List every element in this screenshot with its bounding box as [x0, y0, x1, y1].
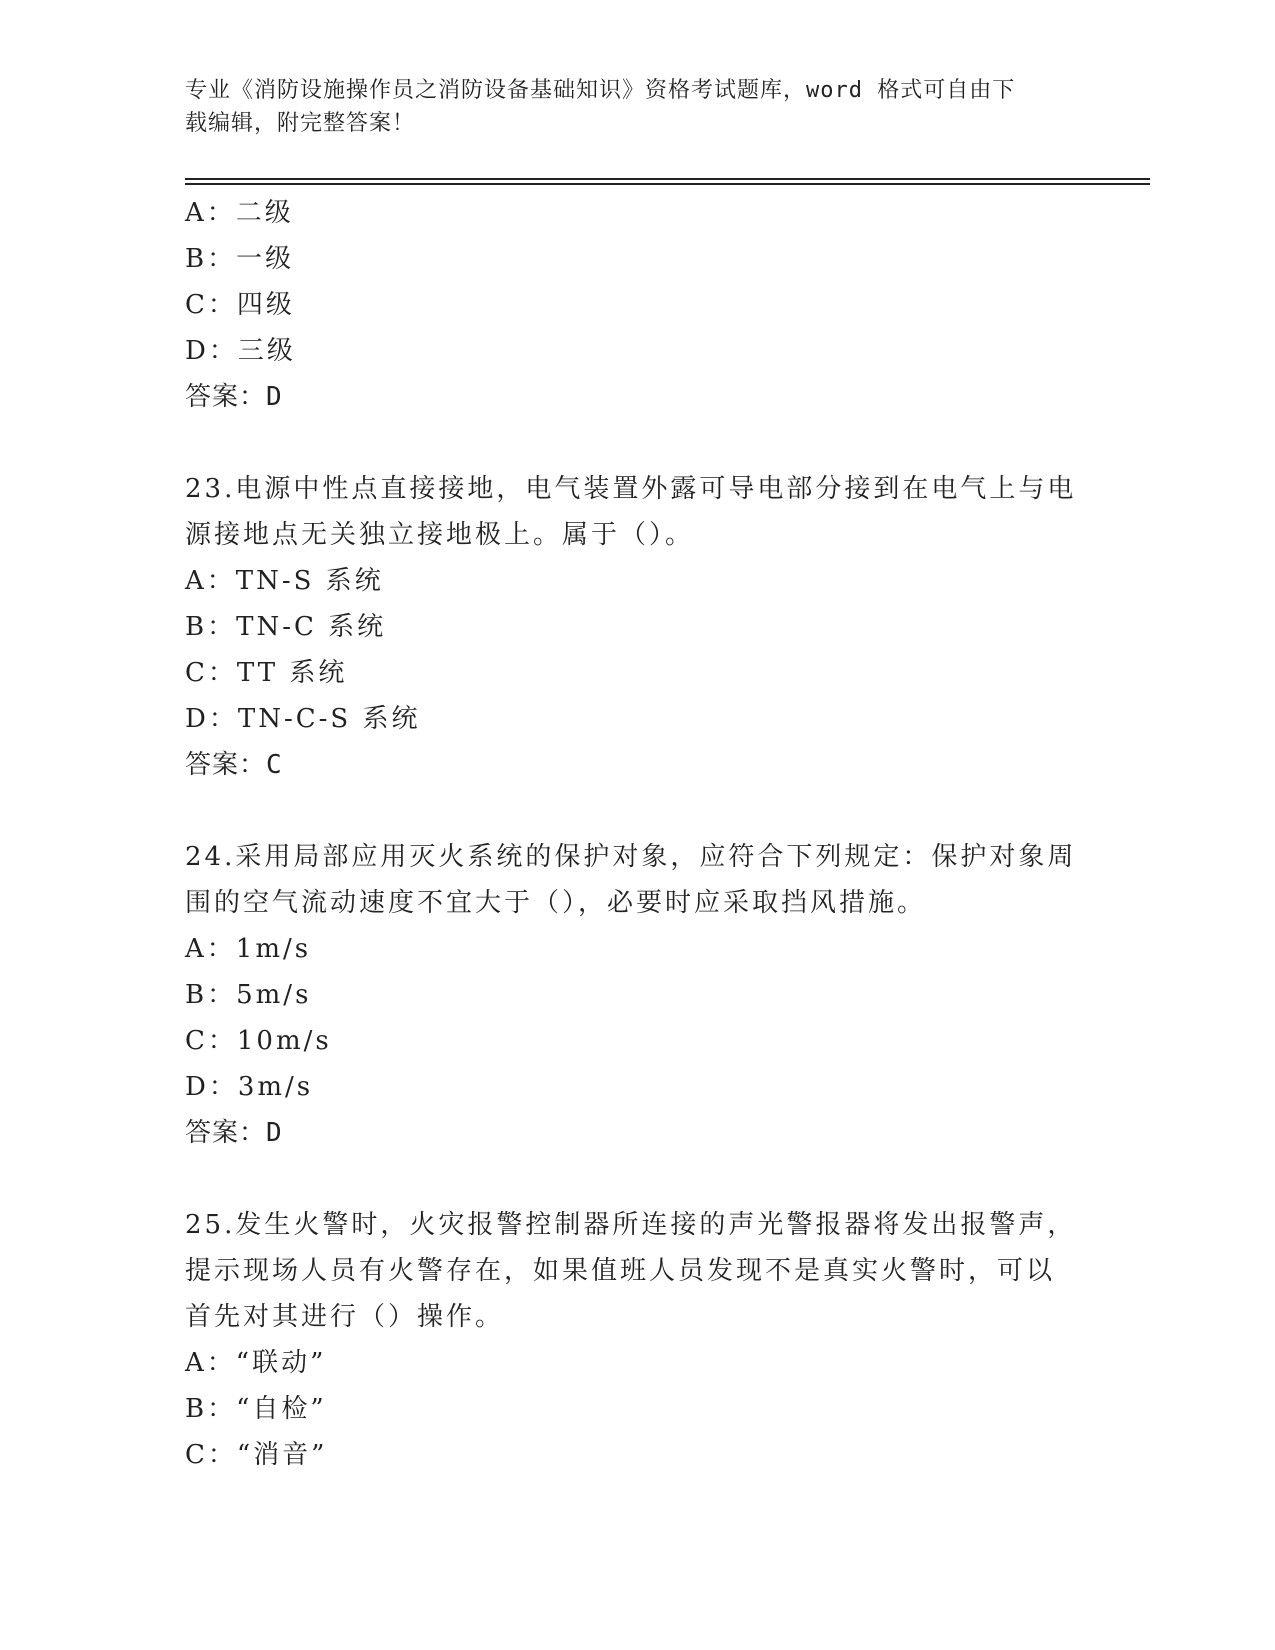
option-c: C：四级 [185, 290, 295, 320]
question-text-line-3: 首先对其进行（）操作。 [185, 1302, 505, 1332]
question-spacer [185, 788, 1085, 834]
option-c: C：“消音” [185, 1440, 328, 1470]
question-text-line-1: 23.电源中性点直接接地，电气装置外露可导电部分接到在电气上与电 [185, 474, 1077, 504]
question-24 [185, 834, 1085, 1156]
question-25 [185, 1202, 1085, 1478]
question-text-line-2: 围的空气流动速度不宜大于（），必要时应采取挡风措施。 [185, 888, 927, 918]
answer: 答案：D [185, 382, 283, 412]
header-line-2: 载编辑，附完整答案！ [185, 111, 416, 136]
option-a: A：二级 [185, 198, 294, 228]
option-d: D：三级 [185, 336, 296, 366]
question-text-line-2: 源接地点无关独立接地极上。属于（）。 [185, 520, 695, 550]
option-b: B：“自检” [185, 1394, 327, 1424]
answer: 答案：D [185, 1118, 283, 1148]
question-spacer [185, 1156, 1085, 1202]
question-text-line-1: 25.发生火警时，火灾报警控制器所连接的声光警报器将发出报警声， [185, 1210, 1077, 1240]
option-a: A：1m/s [185, 934, 312, 964]
header-divider-bottom [185, 183, 1150, 185]
question-list [185, 190, 1085, 1478]
question-text-line-2: 提示现场人员有火警存在，如果值班人员发现不是真实火警时，可以 [185, 1256, 1056, 1286]
header-divider-top [185, 178, 1150, 180]
answer: 答案：C [185, 750, 283, 780]
question-text-line-1: 24.采用局部应用灭火系统的保护对象，应符合下列规定：保护对象周 [185, 842, 1077, 872]
option-c: C：10m/s [185, 1026, 332, 1056]
option-b: B：5m/s [185, 980, 312, 1010]
option-a: A：TN-S 系统 [185, 566, 384, 596]
option-b: B：一级 [185, 244, 295, 274]
option-a: A：“联动” [185, 1348, 327, 1378]
question-23 [185, 466, 1085, 788]
option-c: C：TT 系统 [185, 658, 348, 688]
question-22 [185, 190, 1085, 420]
question-spacer [185, 420, 1085, 466]
option-d: D：3m/s [185, 1072, 314, 1102]
option-b: B：TN-C 系统 [185, 612, 387, 642]
document-header [185, 74, 1085, 140]
option-d: D：TN-C-S 系统 [185, 704, 421, 734]
header-line-1: 专业《消防设施操作员之消防设备基础知识》资格考试题库，word 格式可自由下 [185, 78, 1016, 103]
